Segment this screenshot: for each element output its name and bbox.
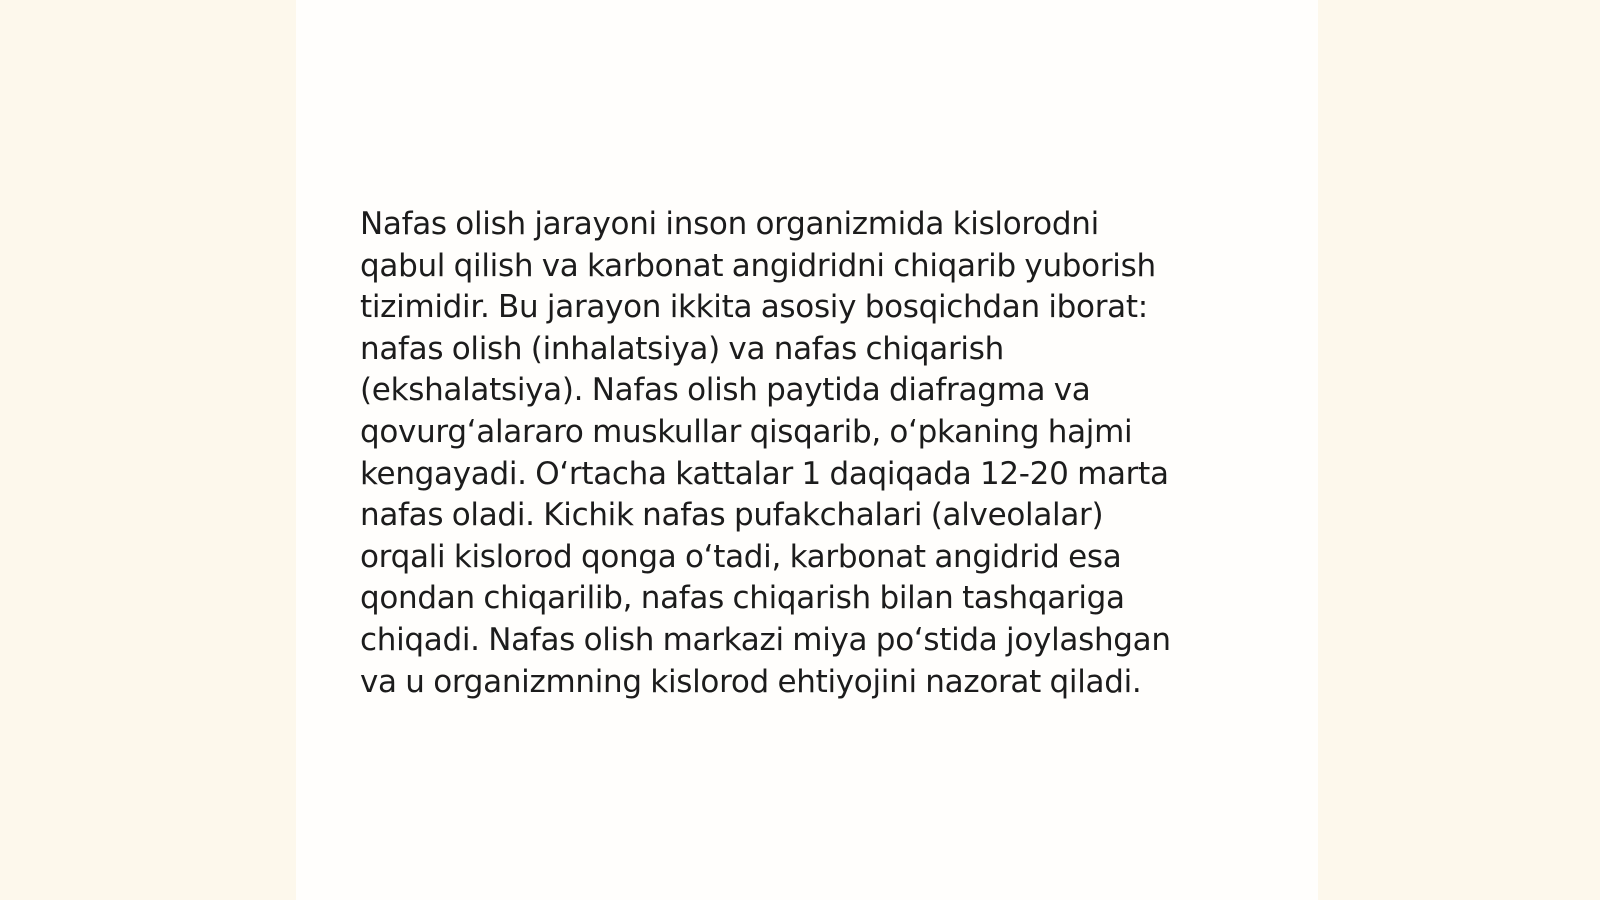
paragraph-line: kengayadi. O‘rtacha kattalar 1 daqiqada 12-20 marta (360, 455, 1169, 492)
paragraph-line: nafas olish (inhalatsiya) va nafas chiqarish (360, 330, 1004, 367)
paragraph-line: Nafas olish jarayoni inson organizmida kislorodni (360, 206, 1099, 242)
paragraph-line: orqali kislorod qonga o‘tadi, karbonat angidrid esa (360, 538, 1122, 575)
body-paragraph (360, 204, 1240, 703)
paragraph-line: nafas oladi. Kichik nafas pufakchalari (alveolalar) (360, 497, 1104, 534)
paragraph-line: (ekshalatsiya). Nafas olish paytida diafragma va (360, 372, 1091, 409)
paragraph-line: qovurg‘alararo muskullar qisqarib, o‘pkaning hajmi (360, 413, 1133, 450)
paragraph-line: va u organizmning kislorod ehtiyojini nazorat qiladi. (360, 663, 1142, 700)
paragraph-line: tizimidir. Bu jarayon ikkita asosiy bosqichdan iborat: (360, 289, 1148, 326)
document-page (296, 0, 1318, 900)
paragraph-line: qondan chiqarilib, nafas chiqarish bilan tashqariga (360, 580, 1125, 617)
paragraph-line: chiqadi. Nafas olish markazi miya po‘stida joylashgan (360, 621, 1171, 658)
paragraph-line: qabul qilish va karbonat angidridni chiqarib yuborish (360, 247, 1156, 284)
